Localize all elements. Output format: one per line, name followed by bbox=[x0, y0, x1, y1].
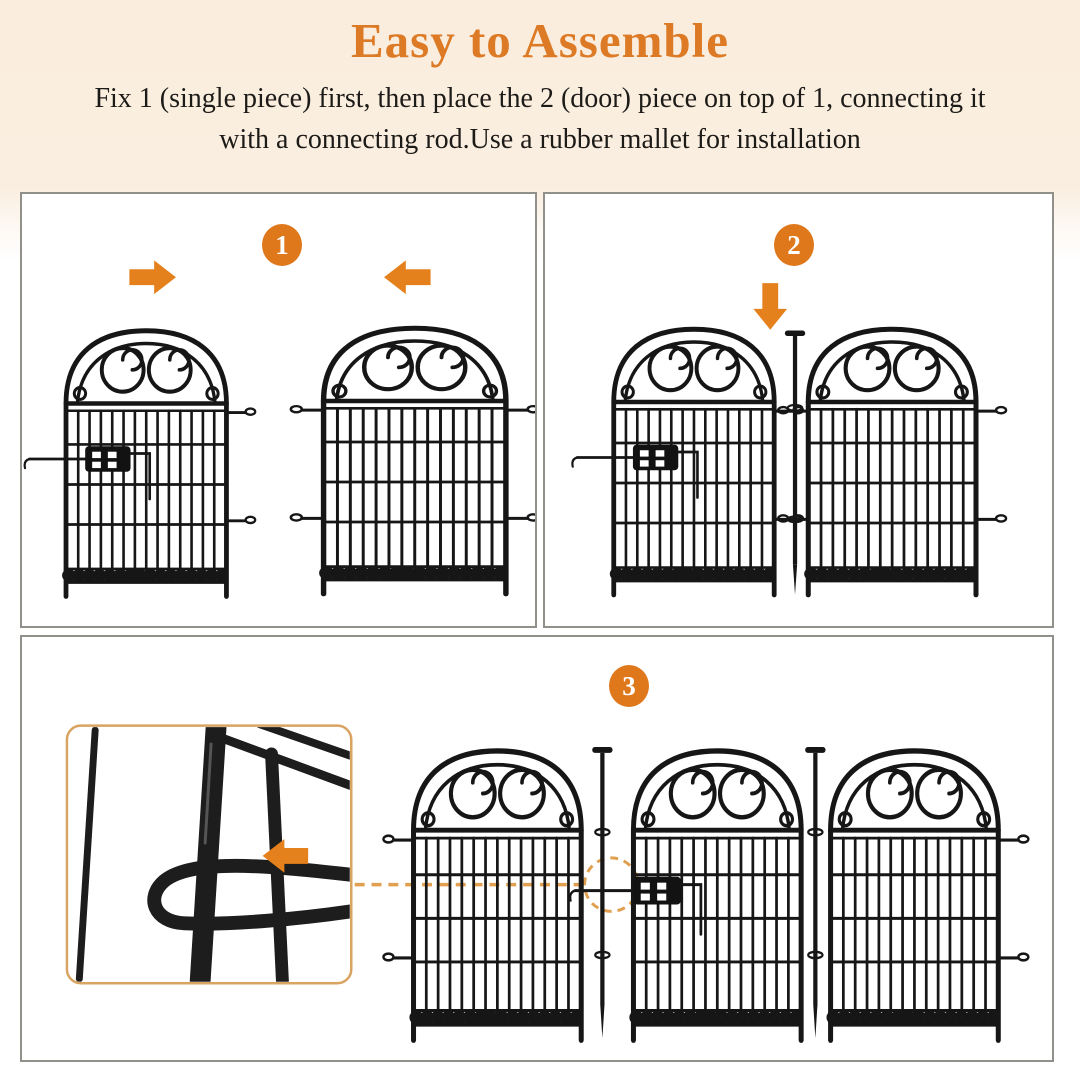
gate-latch-icon bbox=[572, 445, 697, 498]
connecting-rod-illustration bbox=[785, 331, 805, 595]
step-2-panel bbox=[543, 192, 1054, 628]
fence-door-panel-illustration bbox=[570, 751, 801, 1040]
step-2-badge bbox=[774, 224, 814, 266]
step-1-badge bbox=[262, 224, 302, 266]
hook-eyes-icon bbox=[998, 836, 1028, 961]
hook-eyes-icon bbox=[774, 407, 803, 521]
step-1-panel bbox=[20, 192, 537, 628]
step-1-number: 1 bbox=[275, 230, 289, 260]
fence-door-panel-illustration bbox=[572, 329, 803, 595]
fence-single-panel-illustration bbox=[383, 751, 581, 1040]
page-title: Easy to Assemble bbox=[350, 13, 730, 68]
connecting-rod-illustration bbox=[592, 747, 612, 1038]
step-2-number: 2 bbox=[787, 230, 801, 260]
hook-eyes-icon bbox=[383, 836, 413, 961]
arrow-left-icon bbox=[384, 260, 431, 294]
hook-eyes-icon bbox=[226, 409, 255, 523]
hook-eyes-icon bbox=[976, 407, 1006, 521]
fence-single-panel-illustration bbox=[778, 329, 1006, 595]
connection-closeup-photo bbox=[67, 724, 351, 983]
step-3-panel bbox=[20, 635, 1054, 1062]
step-3-illustration bbox=[22, 637, 1052, 1060]
fence-door-panel-illustration bbox=[25, 331, 256, 597]
subtitle-line-1: Fix 1 (single piece) first, then place the 2 (door) piece on top of 1, connecting it bbox=[94, 83, 986, 114]
header bbox=[0, 0, 1080, 160]
closeup-highlight-circle bbox=[585, 858, 638, 911]
fence-single-panel-illustration bbox=[291, 328, 535, 594]
hook-eyes-icon bbox=[506, 406, 535, 520]
connecting-rod-illustration bbox=[805, 747, 825, 1038]
step-3-badge bbox=[609, 665, 649, 707]
subtitle-line-2: with a connecting rod.Use a rubber mallet for installation bbox=[219, 124, 861, 155]
fence-single-panel-illustration bbox=[831, 751, 1029, 1040]
gate-latch-icon bbox=[25, 446, 150, 499]
hook-eyes-icon bbox=[291, 406, 324, 520]
arrow-down-icon bbox=[753, 283, 787, 330]
arrow-right-icon bbox=[129, 260, 176, 294]
step-3-number: 3 bbox=[622, 671, 636, 701]
